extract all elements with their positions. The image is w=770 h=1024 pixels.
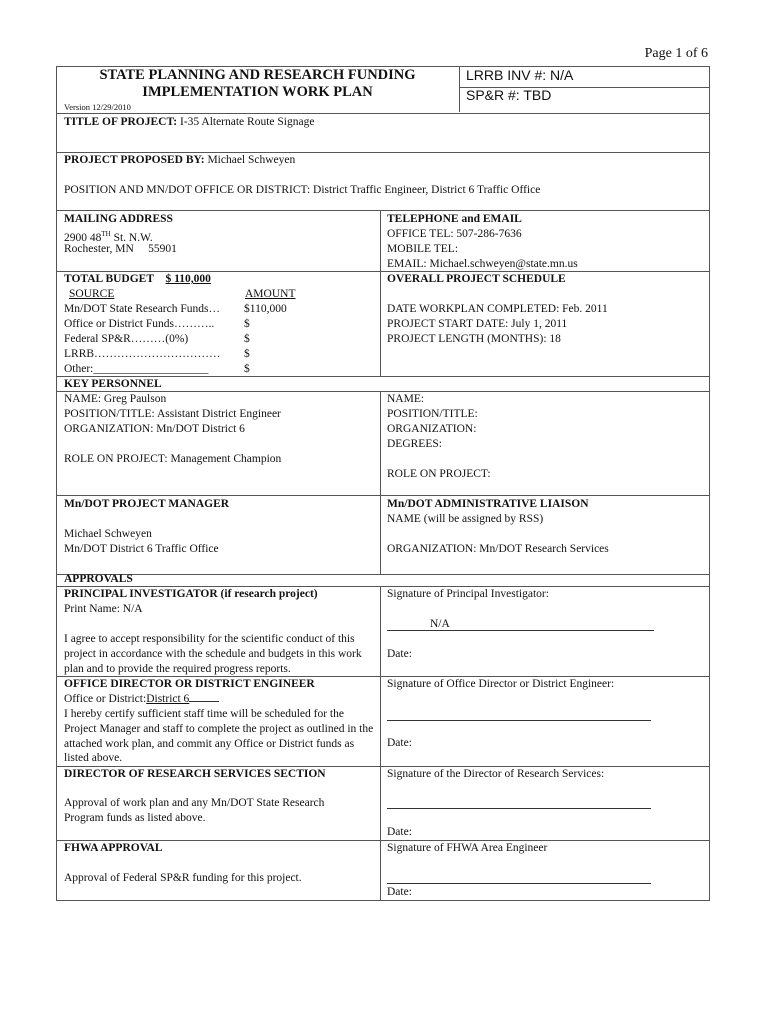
pi-signature-line[interactable] xyxy=(387,630,654,631)
position-office-label: POSITION AND MN/DOT OFFICE OR DISTRICT: xyxy=(64,184,311,196)
email: EMAIL: Michael.schweyen@state.mn.us xyxy=(387,258,578,270)
liaison-name: NAME (will be assigned by RSS) xyxy=(387,513,544,525)
research-director-statement: Approval of work plan and any Mn/DOT State Research Program funds as listed above. xyxy=(64,797,325,824)
office-district-field: Office or District:District 6 xyxy=(64,692,219,707)
liaison-organization: ORGANIZATION: Mn/DOT Research Services xyxy=(387,543,609,555)
budget-row-amount: $ xyxy=(244,333,250,345)
fhwa-signature-line[interactable] xyxy=(387,883,651,884)
budget-row-amount: $110,000 xyxy=(244,303,287,315)
form-title-line1: STATE PLANNING AND RESEARCH FUNDING xyxy=(99,67,416,83)
office-director-signature-line[interactable] xyxy=(387,720,651,721)
mobile-tel: MOBILE TEL: xyxy=(387,243,459,255)
mailing-address-label: MAILING ADDRESS xyxy=(64,213,173,225)
position-office-value: District Traffic Engineer, District 6 Traffic Office xyxy=(313,184,541,196)
key-personnel-role: ROLE ON PROJECT: Management Champion xyxy=(64,453,282,465)
fhwa-signature-label: Signature of FHWA Area Engineer xyxy=(387,842,548,854)
form-title-line2: IMPLEMENTATION WORK PLAN xyxy=(142,84,373,100)
pi-statement: I agree to accept responsibility for the scientific conduct of this project in accordance with the schedule and budgets in this work plan and to provide the required progress reports. xyxy=(64,633,362,675)
budget-row-source: Mn/DOT State Research Funds… xyxy=(64,303,220,315)
research-director-signature-line[interactable] xyxy=(387,808,651,809)
office-district-value: District 6 xyxy=(146,693,190,705)
research-director-signature-label: Signature of the Director of Research Services: xyxy=(387,768,605,780)
key-personnel-label: KEY PERSONNEL xyxy=(64,378,162,390)
project-start-date: PROJECT START DATE: July 1, 2011 xyxy=(387,318,568,330)
pi-date: Date: xyxy=(387,648,412,660)
key-personnel-position: POSITION/TITLE: Assistant District Engineer xyxy=(64,408,281,420)
fhwa-date: Date: xyxy=(387,886,412,898)
office-director-signature-label: Signature of Office Director or District Engineer: xyxy=(387,678,615,690)
position-office xyxy=(64,183,540,198)
project-manager-label: Mn/DOT PROJECT MANAGER xyxy=(64,498,230,510)
spr-number: SP&R #: TBD xyxy=(466,87,552,103)
key-personnel-organization: ORGANIZATION: Mn/DOT District 6 xyxy=(64,423,245,435)
budget-amount-header: AMOUNT xyxy=(245,288,296,300)
project-schedule-label: OVERALL PROJECT SCHEDULE xyxy=(387,273,566,285)
proposed-by xyxy=(64,153,295,168)
header-divider xyxy=(459,66,460,112)
total-budget: TOTAL BUDGET $ 110,000 xyxy=(64,273,211,285)
project-title-label: TITLE OF PROJECT: xyxy=(64,116,178,128)
office-tel: OFFICE TEL: 507-286-7636 xyxy=(387,228,522,240)
budget-row-source: Office or District Funds……….. xyxy=(64,318,215,330)
office-director-statement: I hereby certify sufficient staff time will be scheduled for the Project Manager and staff to complete the project as outlined in the attached work plan, and commit any Office or District funds as listed above. xyxy=(64,708,374,765)
budget-row-source: Federal SP&R………(0%) xyxy=(64,333,189,345)
proposed-by-label: PROJECT PROPOSED BY: xyxy=(64,154,205,166)
budget-row-source: Other:____________________ xyxy=(64,363,209,375)
fhwa-approval-label: FHWA APPROVAL xyxy=(64,842,163,854)
key-personnel-organization-2: ORGANIZATION: xyxy=(387,423,477,435)
budget-row-source: LRRB…………………………… xyxy=(64,348,221,360)
total-budget-value: $ 110,000 xyxy=(165,273,211,285)
workplan-completed-date: DATE WORKPLAN COMPLETED: Feb. 2011 xyxy=(387,303,608,315)
budget-row-amount: $ xyxy=(244,348,250,360)
mailing-city: Rochester, MN 55901 xyxy=(64,243,177,255)
project-manager-name: Michael Schweyen xyxy=(64,528,152,540)
proposed-by-value: Michael Schweyen xyxy=(207,154,296,166)
office-director-date: Date: xyxy=(387,737,412,749)
key-personnel-name-2: NAME: xyxy=(387,393,425,405)
key-personnel-position-2: POSITION/TITLE: xyxy=(387,408,478,420)
research-director-label: DIRECTOR OF RESEARCH SERVICES SECTION xyxy=(64,768,326,780)
pi-print-name: Print Name: N/A xyxy=(64,603,143,615)
key-personnel-name: NAME: Greg Paulson xyxy=(64,393,167,405)
telephone-email-label: TELEPHONE and EMAIL xyxy=(387,213,522,225)
budget-row-amount: $ xyxy=(244,363,250,375)
project-title-value: I-35 Alternate Route Signage xyxy=(179,116,315,128)
version-label: Version 12/29/2010 xyxy=(64,102,131,112)
fhwa-statement: Approval of Federal SP&R funding for this project. xyxy=(64,872,302,884)
pi-signature-label: Signature of Principal Investigator: xyxy=(387,588,549,600)
page-number: Page 1 of 6 xyxy=(644,46,708,61)
office-director-label: OFFICE DIRECTOR OR DISTRICT ENGINEER xyxy=(64,678,315,690)
budget-row-amount: $ xyxy=(244,318,250,330)
budget-source-header: SOURCE xyxy=(69,288,115,300)
research-director-date: Date: xyxy=(387,826,412,838)
pi-label: PRINCIPAL INVESTIGATOR (if research project) xyxy=(64,588,318,600)
mailing-street: 2900 48TH St. N.W. xyxy=(64,230,153,244)
project-title xyxy=(64,115,314,130)
key-personnel-role-2: ROLE ON PROJECT: xyxy=(387,468,491,480)
key-personnel-degrees-2: DEGREES: xyxy=(387,438,442,450)
pi-signature-value: N/A xyxy=(430,618,450,630)
liaison-label: Mn/DOT ADMINISTRATIVE LIAISON xyxy=(387,498,589,510)
project-manager-office: Mn/DOT District 6 Traffic Office xyxy=(64,543,219,555)
approvals-label: APPROVALS xyxy=(64,573,133,585)
lrrb-inv-number: LRRB INV #: N/A xyxy=(466,67,574,83)
project-length: PROJECT LENGTH (MONTHS): 18 xyxy=(387,333,561,345)
